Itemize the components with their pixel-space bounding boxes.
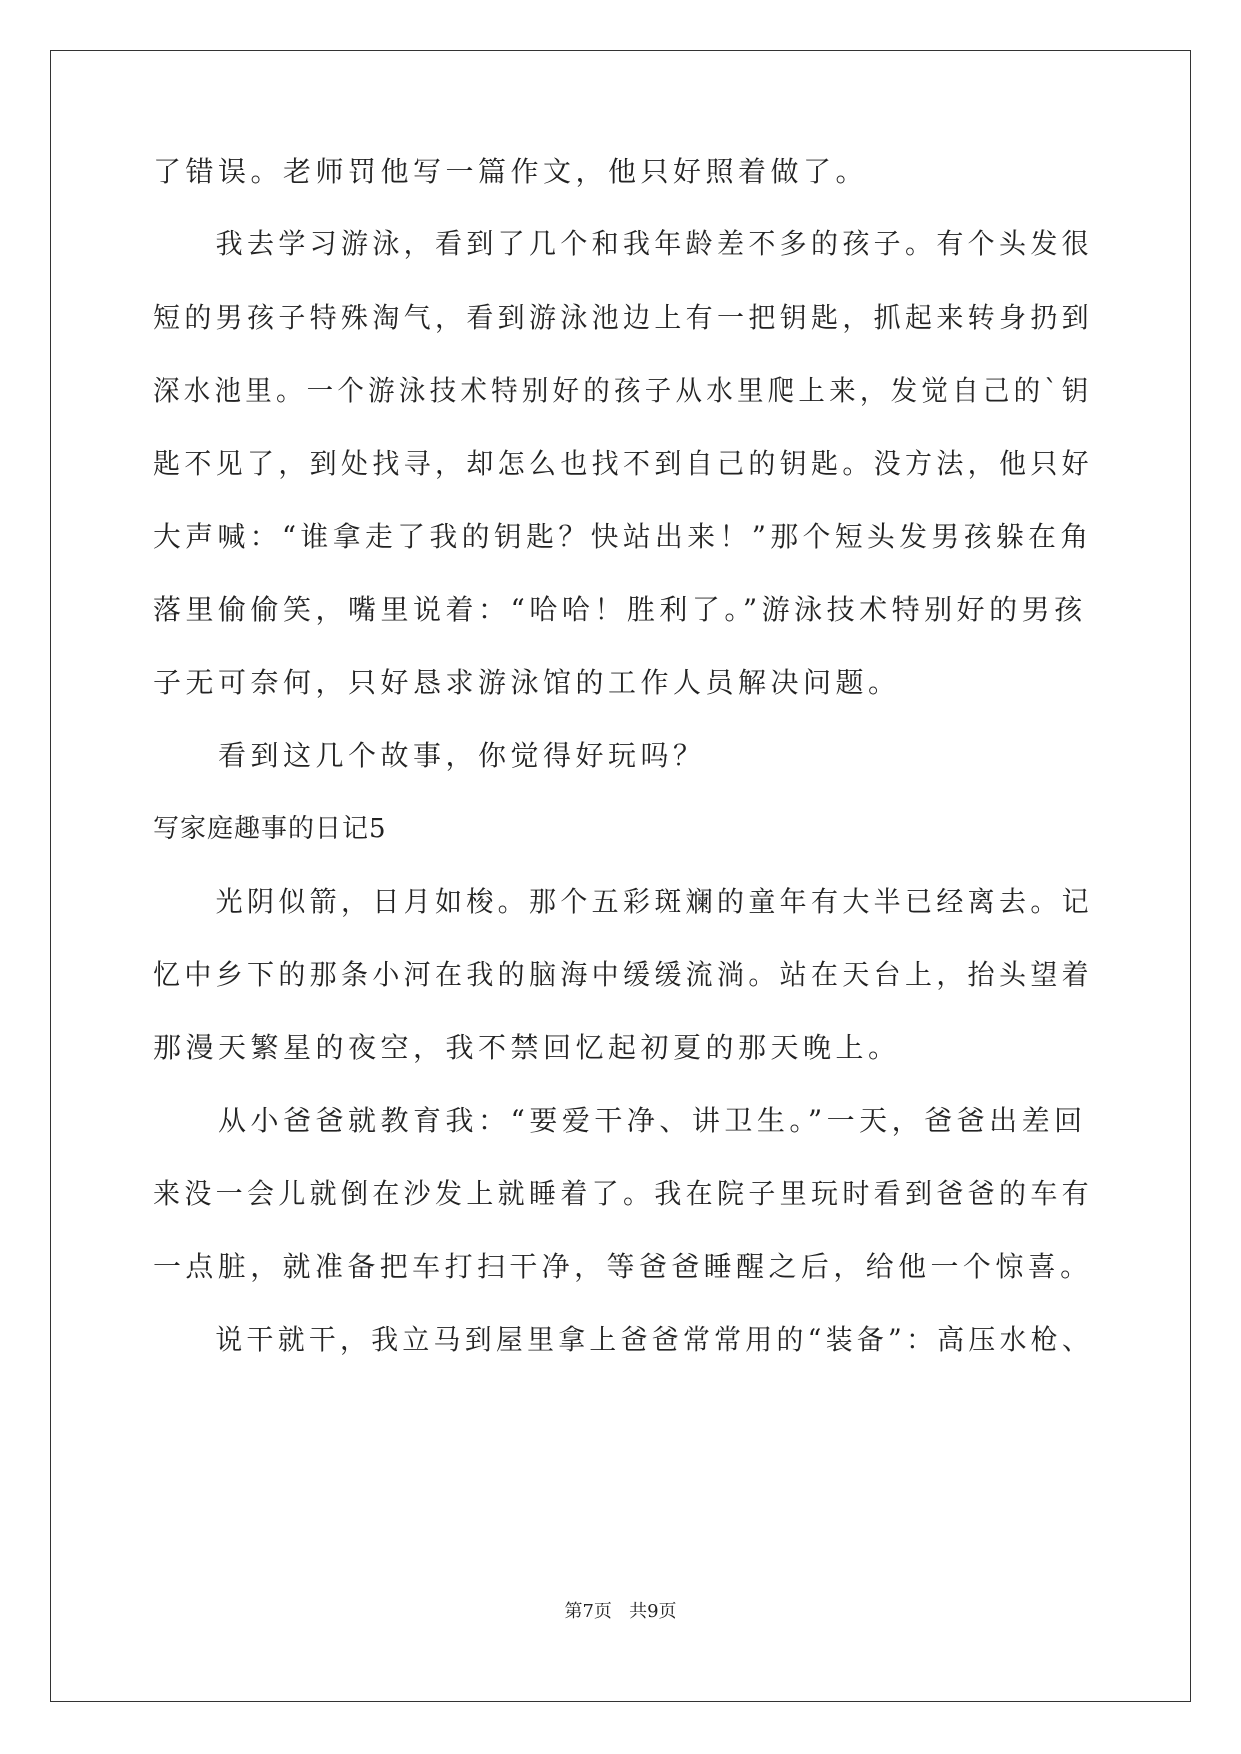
paragraph-line: 一点脏，就准备把车打扫干净，等爸爸睡醒之后，给他一个惊喜。 [153,1250,1093,1283]
paragraph-line: 大声喊：“谁拿走了我的钥匙？快站出来！”那个短头发男孩躲在角 [153,520,1093,553]
paragraph-line: 了错误。老师罚他写一篇作文，他只好照着做了。 [153,155,869,188]
paragraph-line: 短的男孩子特殊淘气，看到游泳池边上有一把钥匙，抓起来转身扔到 [153,301,1094,334]
paragraph-line: 我去学习游泳，看到了几个和我年龄差不多的孩子。有个头发很 [153,227,1094,260]
paragraph-line: 深水池里。一个游泳技术特别好的孩子从水里爬上来，发觉自己的`钥 [153,374,1093,407]
section-heading: 写家庭趣事的日记5 [153,814,387,844]
paragraph-line: 光阴似箭，日月如梭。那个五彩斑斓的童年有大半已经离去。记 [153,885,1094,918]
paragraph-line: 来没一会儿就倒在沙发上就睡着了。我在院子里玩时看到爸爸的车有 [153,1177,1094,1210]
paragraph-line: 子无可奈何，只好恳求游泳馆的工作人员解决问题。 [153,666,901,699]
paragraph-line: 那漫天繁星的夜空，我不禁回忆起初夏的那天晚上。 [153,1031,901,1064]
paragraph-line: 忆中乡下的那条小河在我的脑海中缓缓流淌。站在天台上，抬头望着 [153,958,1094,991]
paragraph-line: 落里偷偷笑，嘴里说着：“哈哈！胜利了。”游泳技术特别好的男孩 [153,593,1087,626]
page-number: 第7页 [564,1601,612,1622]
paragraph-line: 匙不见了，到处找寻，却怎么也找不到自己的钥匙。没方法，他只好 [153,447,1094,480]
paragraph-line: 看到这几个故事，你觉得好玩吗？ [153,739,706,772]
page-total: 共9页 [629,1601,677,1622]
paragraph-line: 从小爸爸就教育我：“要爱干净、讲卫生。”一天，爸爸出差回 [153,1104,1087,1137]
paragraph-line: 说干就干，我立马到屋里拿上爸爸常常用的“装备”：高压水枪、 [153,1323,1094,1356]
page-footer [0,1600,1241,1624]
